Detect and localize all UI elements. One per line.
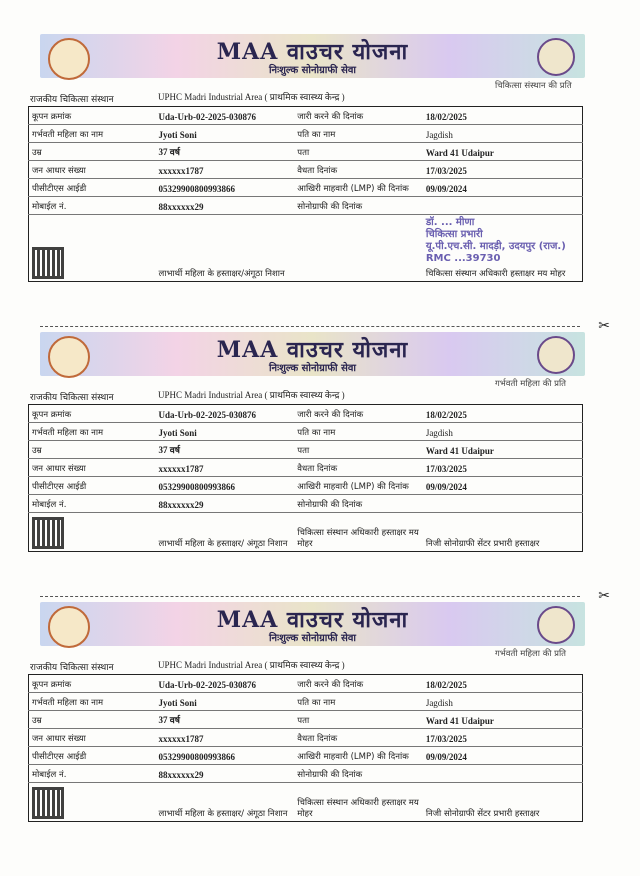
field-value: 09/09/2024 (423, 179, 583, 197)
table-row (29, 197, 583, 215)
field-value: 18/02/2025 (423, 675, 583, 693)
field-label: पता (294, 441, 423, 459)
field-value: 37 वर्ष (156, 441, 295, 459)
field-label: गर्भवती महिला का नाम (29, 693, 156, 711)
signature-field: चिकित्सा संस्थान अधिकारी हस्ताक्षर मय मोहर (425, 269, 566, 279)
signature-row (29, 783, 583, 822)
field-label: जारी करने की दिनांक (294, 405, 423, 423)
field-label: पति का नाम (294, 693, 423, 711)
institution-value: UPHC Madri Industrial Area ( प्राथमिक स्वास्थ्य केन्द्र ) (158, 390, 345, 400)
field-value: xxxxxx1787 (156, 729, 295, 747)
field-value: xxxxxx1787 (156, 459, 295, 477)
field-label: उम्र (29, 711, 156, 729)
field-label: सोनोग्राफी की दिनांक (294, 495, 423, 513)
table-row (29, 675, 583, 693)
field-value: Jyoti Soni (156, 423, 295, 441)
field-label: सोनोग्राफी की दिनांक (294, 765, 423, 783)
stamp-line: डॉ. ... मीणा (425, 217, 475, 228)
field-label: कूपन क्रमांक (29, 405, 156, 423)
field-label: गर्भवती महिला का नाम (29, 125, 156, 143)
table-row (29, 107, 583, 125)
qr-code (32, 247, 64, 279)
institution-value: UPHC Madri Industrial Area ( प्राथमिक स्वास्थ्य केन्द्र ) (158, 92, 345, 102)
field-label: गर्भवती महिला का नाम (29, 423, 156, 441)
voucher-details-table (28, 674, 583, 822)
field-label: पीसीटीएस आईडी (29, 179, 156, 197)
field-value: 17/03/2025 (423, 459, 583, 477)
field-label: वैधता दिनांक (294, 161, 423, 179)
voucher-title: MAA वाउचर योजना (216, 337, 409, 363)
field-value: 05329900800993866 (156, 477, 295, 495)
stamp-line: यू.पी.एच.सी. मादड़ी, उदयपुर (राज.) (425, 241, 566, 252)
field-label: आखिरी माहवारी (LMP) की दिनांक (294, 179, 423, 197)
signature-field: निजी सोनोग्राफी सेंटर प्रभारी हस्ताक्षर (425, 539, 540, 549)
field-value: Uda-Urb-02-2025-030876 (156, 675, 295, 693)
field-label: जन आधार संख्या (29, 459, 156, 477)
field-label: जारी करने की दिनांक (294, 675, 423, 693)
field-value: 88xxxxxx29 (156, 197, 295, 215)
stamp-line: RMC ...39730 (425, 253, 501, 264)
scissors-icon: ✂ (598, 588, 610, 604)
field-value: Jyoti Soni (156, 693, 295, 711)
field-label: आखिरी माहवारी (LMP) की दिनांक (294, 747, 423, 765)
table-row (29, 125, 583, 143)
copy-label: गर्भवती महिला की प्रति (495, 379, 567, 389)
field-label: पता (294, 143, 423, 161)
table-row (29, 405, 583, 423)
institution-label: राजकीय चिकित्सा संस्थान (30, 663, 114, 673)
field-value: Jagdish (423, 693, 583, 711)
field-label: सोनोग्राफी की दिनांक (294, 197, 423, 215)
field-label: जारी करने की दिनांक (294, 107, 423, 125)
institution-value: UPHC Madri Industrial Area ( प्राथमिक स्वास्थ्य केन्द्र ) (158, 660, 345, 670)
field-value: Uda-Urb-02-2025-030876 (156, 107, 295, 125)
table-row (29, 693, 583, 711)
field-label: जन आधार संख्या (29, 161, 156, 179)
field-value: 18/02/2025 (423, 405, 583, 423)
qr-code-cell (29, 215, 156, 282)
voucher-subtitle: निःशुल्क सोनोग्राफी सेवा (268, 633, 357, 644)
field-value: 37 वर्ष (156, 711, 295, 729)
field-value: Ward 41 Udaipur (423, 441, 583, 459)
institution-info (30, 81, 585, 106)
field-value: 09/09/2024 (423, 477, 583, 495)
copy-label: चिकित्सा संस्थान की प्रति (495, 81, 572, 91)
table-row (29, 179, 583, 197)
voucher-subtitle: निःशुल्क सोनोग्राफी सेवा (268, 65, 357, 76)
scissors-icon: ✂ (598, 318, 610, 334)
field-label: उम्र (29, 143, 156, 161)
voucher-banner (40, 602, 585, 646)
field-value: xxxxxx1787 (156, 161, 295, 179)
table-row (29, 747, 583, 765)
field-value: 17/03/2025 (423, 729, 583, 747)
field-label: आखिरी माहवारी (LMP) की दिनांक (294, 477, 423, 495)
table-row (29, 441, 583, 459)
signature-row (29, 513, 583, 552)
table-row (29, 161, 583, 179)
official-stamp (426, 217, 579, 265)
field-label: पीसीटीएस आईडी (29, 747, 156, 765)
institution-info (30, 649, 585, 674)
field-value: Ward 41 Udaipur (423, 143, 583, 161)
field-value: 18/02/2025 (423, 107, 583, 125)
qr-code-cell (29, 783, 156, 822)
table-row (29, 495, 583, 513)
field-value: Jagdish (423, 125, 583, 143)
table-row (29, 143, 583, 161)
voucher-banner (40, 34, 585, 78)
field-label: पति का नाम (294, 125, 423, 143)
table-row (29, 477, 583, 495)
field-label: पति का नाम (294, 423, 423, 441)
qr-code (32, 787, 64, 819)
field-value: 09/09/2024 (423, 747, 583, 765)
voucher-details-table (28, 404, 583, 552)
qr-code (32, 517, 64, 549)
table-row (29, 765, 583, 783)
field-label: उम्र (29, 441, 156, 459)
signature-field: लाभार्थी महिला के हस्ताक्षर/अंगूठा निशान (158, 269, 285, 279)
table-row (29, 729, 583, 747)
voucher-3 (30, 602, 585, 822)
table-row (29, 459, 583, 477)
voucher-details-table (28, 106, 583, 282)
signature-cell (423, 215, 583, 282)
qr-code-cell (29, 513, 156, 552)
field-value: 37 वर्ष (156, 143, 295, 161)
voucher-1 (30, 34, 585, 282)
field-value: 05329900800993866 (156, 179, 295, 197)
field-label: जन आधार संख्या (29, 729, 156, 747)
field-value: Jyoti Soni (156, 125, 295, 143)
table-row (29, 423, 583, 441)
field-label: मोबाईल नं. (29, 765, 156, 783)
cut-line (40, 596, 580, 597)
field-label: कूपन क्रमांक (29, 107, 156, 125)
voucher-banner (40, 332, 585, 376)
field-label: कूपन क्रमांक (29, 675, 156, 693)
stamp-line: चिकित्सा प्रभारी (425, 229, 483, 240)
voucher-title: MAA वाउचर योजना (216, 39, 409, 65)
field-value: Ward 41 Udaipur (423, 711, 583, 729)
signature-row (29, 215, 583, 282)
institution-info (30, 379, 585, 404)
field-value: 05329900800993866 (156, 747, 295, 765)
field-label: वैधता दिनांक (294, 459, 423, 477)
field-label: पीसीटीएस आईडी (29, 477, 156, 495)
voucher-subtitle: निःशुल्क सोनोग्राफी सेवा (268, 363, 357, 374)
signature-field: लाभार्थी महिला के हस्ताक्षर/ अंगूठा निशान (158, 539, 288, 549)
field-label: मोबाईल नं. (29, 197, 156, 215)
field-label: वैधता दिनांक (294, 729, 423, 747)
institution-label: राजकीय चिकित्सा संस्थान (30, 95, 114, 105)
copy-label: गर्भवती महिला की प्रति (495, 649, 567, 659)
field-value: 88xxxxxx29 (156, 495, 295, 513)
field-label: पता (294, 711, 423, 729)
signature-field: लाभार्थी महिला के हस्ताक्षर/ अंगूठा निशान (158, 809, 288, 819)
field-value: 88xxxxxx29 (156, 765, 295, 783)
voucher-title: MAA वाउचर योजना (216, 607, 409, 633)
institution-label: राजकीय चिकित्सा संस्थान (30, 393, 114, 403)
voucher-2 (30, 332, 585, 552)
field-value (423, 197, 583, 215)
field-value (423, 495, 583, 513)
field-value: Uda-Urb-02-2025-030876 (156, 405, 295, 423)
field-value: 17/03/2025 (423, 161, 583, 179)
field-value (423, 765, 583, 783)
table-row (29, 711, 583, 729)
signature-field: चिकित्सा संस्थान अधिकारी हस्ताक्षर मय मोहर (297, 528, 419, 549)
cut-line (40, 326, 580, 327)
signature-field: चिकित्सा संस्थान अधिकारी हस्ताक्षर मय मोहर (297, 798, 419, 819)
field-label: मोबाईल नं. (29, 495, 156, 513)
signature-field: निजी सोनोग्राफी सेंटर प्रभारी हस्ताक्षर (425, 809, 540, 819)
field-value: Jagdish (423, 423, 583, 441)
